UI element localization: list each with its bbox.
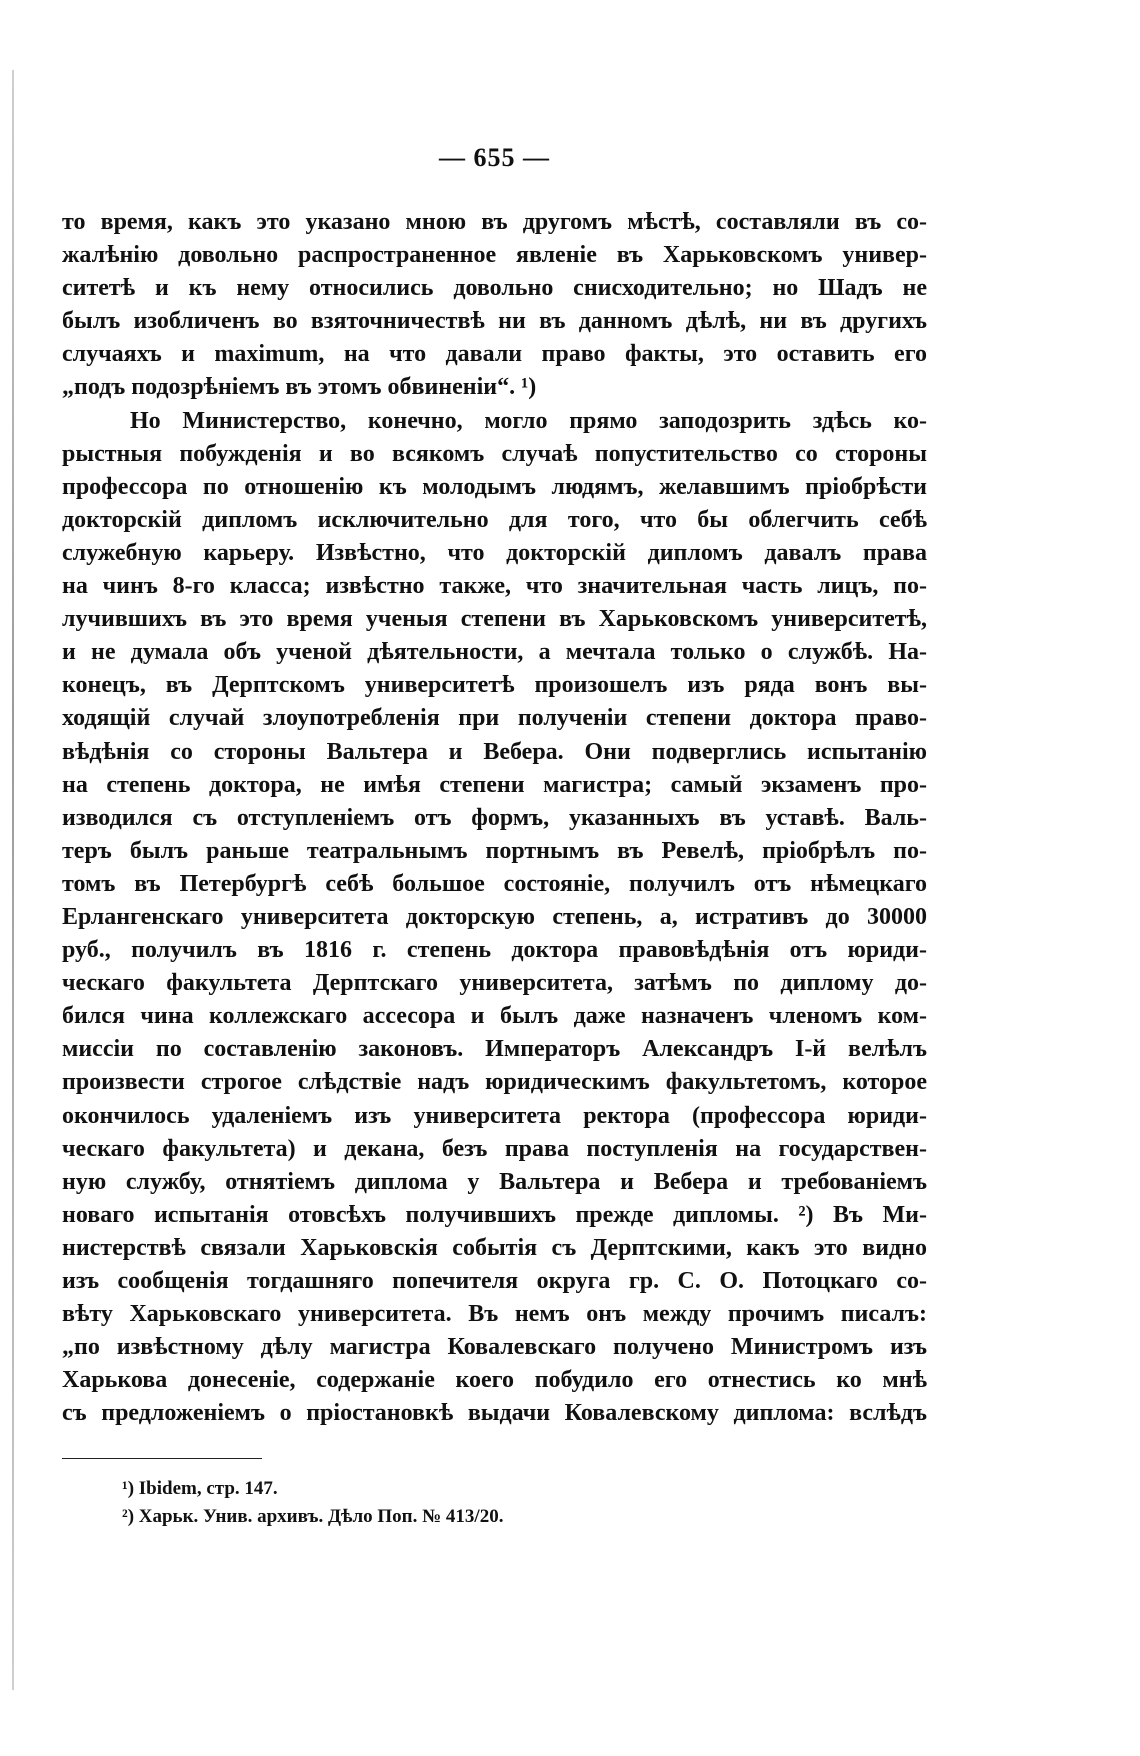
text-line: на чинъ 8-го класса; извѣстно также, что значительная часть лицъ, по- — [62, 573, 927, 600]
text-line: и не думала объ ученой дѣятельности, а мечтала только о службѣ. На- — [62, 639, 927, 666]
text-line: Но Министерство, конечно, могло прямо заподозрить здѣсь ко- — [130, 407, 927, 434]
text-line: лучившихъ въ это время ученыя степени въ Харьковскомъ университетѣ, — [62, 606, 927, 633]
footnote: ²) Харьк. Унив. архивъ. Дѣло Поп. № 413/20. — [122, 1506, 504, 1528]
text-line: вѣдѣнія со стороны Вальтера и Вебера. Они подверглись испытанію — [62, 738, 927, 765]
footnotes — [62, 1475, 927, 1531]
text-line: случаяхъ и maximum, на что давали право факты, это оставить его — [62, 341, 927, 368]
text-line: то время, какъ это указано мною въ другомъ мѣстѣ, составляли въ со- — [62, 209, 927, 235]
text-line: теръ былъ раньше театральнымъ портнымъ въ Ревелѣ, пріобрѣлъ по- — [62, 837, 927, 864]
text-line: томъ въ Петербургѣ себѣ большое состояніе, получилъ отъ нѣмецкаго — [62, 870, 927, 897]
body-text — [62, 206, 927, 1430]
text-line: „подъ подозрѣніемъ въ этомъ обвиненіи“. ¹) — [62, 374, 537, 401]
text-line: миссіи по составленію законовъ. Императоръ Александръ І-й велѣлъ — [62, 1036, 927, 1063]
text-line: профессора по отношенію къ молодымъ людямъ, желавшимъ пріобрѣсти — [62, 473, 927, 500]
text-line: съ предложеніемъ о пріостановкѣ выдачи Ковалевскому диплома: вслѣдъ — [62, 1400, 927, 1427]
text-line: вѣту Харьковскаго университета. Въ немъ онъ между прочимъ писалъ: — [62, 1301, 927, 1328]
page-number: — 655 — — [439, 143, 550, 172]
footnote: ¹) Ibidem, стр. 147. — [122, 1478, 278, 1500]
page-edge-line — [12, 70, 14, 1690]
text-line: нистерствѣ связали Харьковскія событія съ Дерптскими, какъ это видно — [62, 1234, 927, 1261]
text-line: изводился съ отступленіемъ отъ формъ, указанныхъ въ уставѣ. Валь- — [62, 804, 927, 831]
text-line: „по извѣстному дѣлу магистра Ковалевскаго получено Министромъ изъ — [62, 1334, 927, 1361]
text-line: ческаго факультета) и декана, безъ права поступленія на государствен- — [62, 1135, 927, 1162]
text-line: служебную карьеру. Извѣстно, что докторскій дипломъ давалъ права — [62, 539, 927, 566]
text-line: конецъ, въ Дерптскомъ университетѣ произошелъ изъ ряда вонъ вы- — [62, 672, 927, 699]
text-line: изъ сообщенія тогдашняго попечителя округа гр. С. О. Потоцкаго со- — [62, 1268, 927, 1294]
text-line: руб., получилъ въ 1816 г. степень доктора правовѣдѣнія отъ юриди- — [62, 937, 927, 964]
text-line: ную службу, отнятіемъ диплома у Вальтера и Вебера и требованіемъ — [62, 1168, 927, 1195]
document-page — [62, 140, 927, 1531]
text-line: докторскій дипломъ исключительно для того, что бы облегчить себѣ — [62, 506, 927, 533]
text-line: произвести строгое слѣдствіе надъ юридическимъ факультетомъ, которое — [62, 1069, 927, 1096]
text-line: былъ изобличенъ во взяточничествѣ ни въ данномъ дѣлѣ, ни въ другихъ — [62, 308, 927, 335]
text-line: новаго испытанія отовсѣхъ получившихъ прежде дипломы. ²) Въ Ми- — [62, 1201, 927, 1228]
text-line: ческаго факультета Дерптскаго университета, затѣмъ по диплому до- — [62, 970, 927, 997]
text-line: Ерлангенскаго университета докторскую степень, а, истративъ до 30000 — [62, 903, 927, 930]
text-line: бился чина коллежскаго ассесора и былъ даже назначенъ членомъ ком- — [62, 1003, 927, 1030]
text-line: жалѣнію довольно распространенное явленіе въ Харьковскомъ универ- — [62, 242, 927, 269]
text-line: ситетѣ и къ нему относились довольно снисходительно; но Шадъ не — [62, 275, 927, 302]
text-line: рыстныя побужденія и во всякомъ случаѣ попустительство со стороны — [62, 440, 927, 467]
text-line: окончилось удаленіемъ изъ университета ректора (профессора юриди- — [62, 1102, 927, 1129]
footnote-divider — [62, 1458, 262, 1459]
text-line: на степень доктора, не имѣя степени магистра; самый экзаменъ про- — [62, 771, 927, 798]
text-line: Харькова донесеніе, содержаніе коего побудило его отнестись ко мнѣ — [62, 1367, 927, 1394]
text-line: ходящій случай злоупотребленія при полученіи степени доктора право- — [62, 705, 927, 732]
